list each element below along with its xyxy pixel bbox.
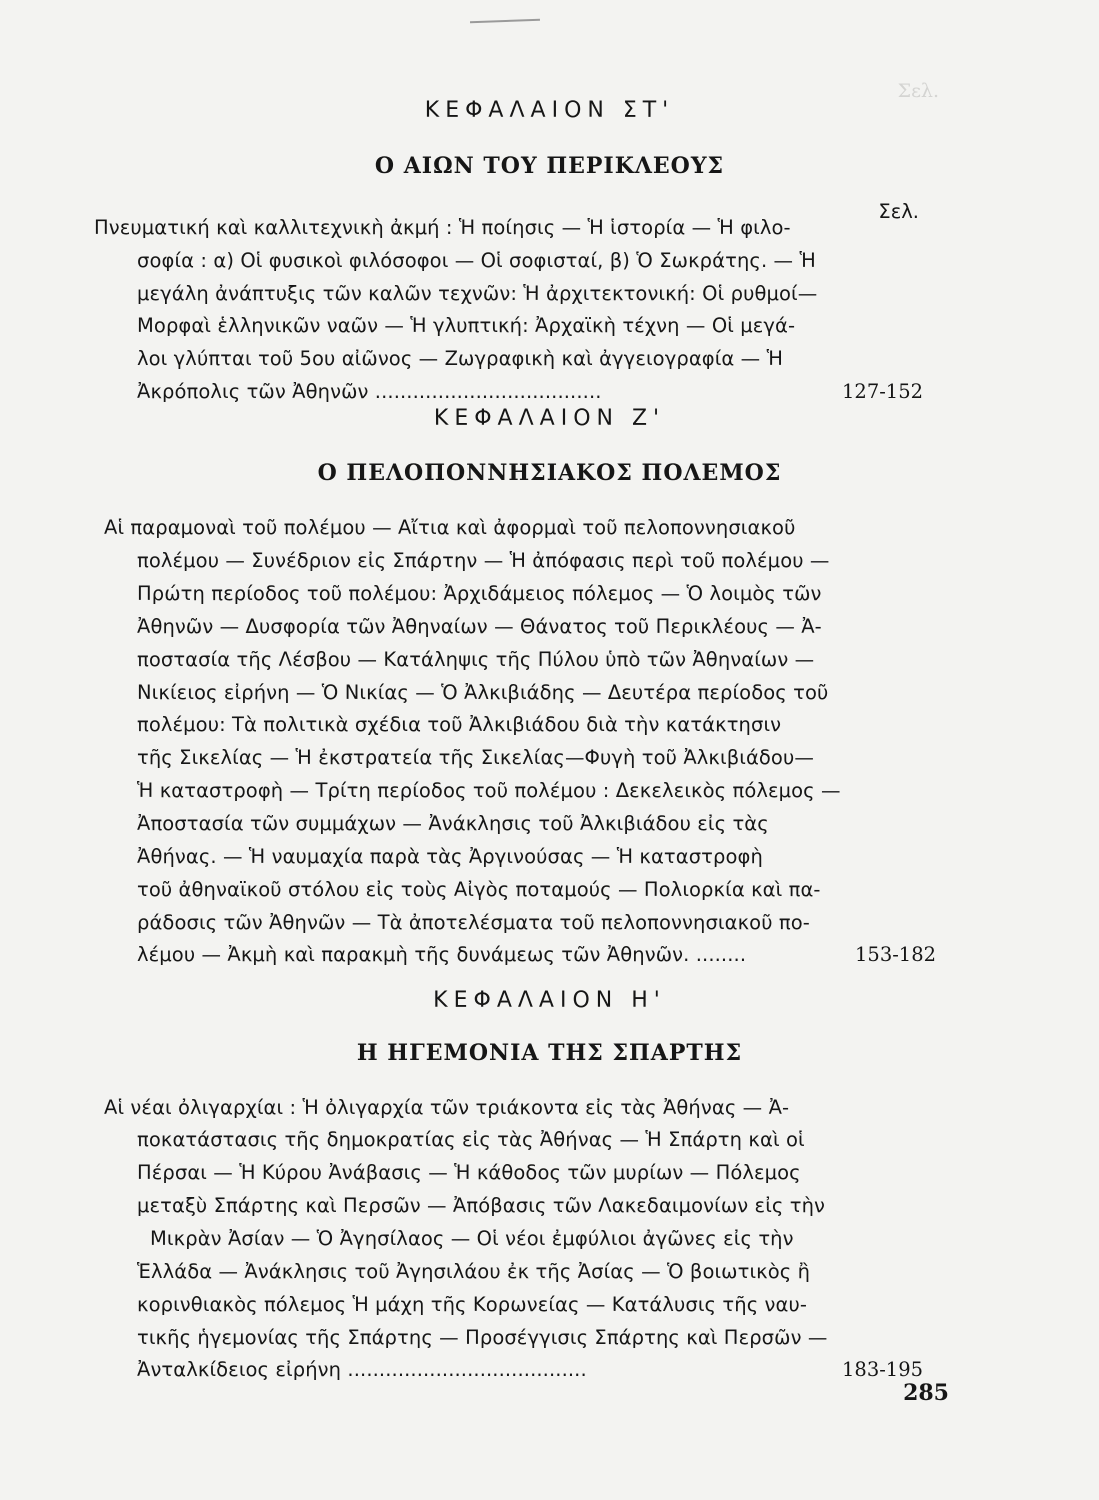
toc-line: Αἱ παραμοναὶ τοῦ πολέμου — Αἴτια καὶ ἀφορμαὶ τοῦ πελοποννησιακοῦ	[104, 516, 796, 539]
toc-line: Πνευματική καὶ καλλιτεχνικὴ ἀκμή : Ἡ ποίησις — Ἡ ἱστορία — Ἡ φιλο-	[94, 216, 791, 239]
toc-line: πολέμου — Συνέδριον εἰς Σπάρτην — Ἡ ἀπόφασις περὶ τοῦ πολέμου —	[137, 549, 830, 572]
bleed-through-text: Σελ.	[897, 80, 939, 102]
chapter-title: Η ΗΓΕΜΟΝΙΑ ΤΗΣ ΣΠΑΡΤΗΣ	[356, 1040, 743, 1066]
chapter-label: ΚΕΦΑΛΑΙΟΝ ΣΤ'	[424, 98, 675, 123]
toc-line: Μικρὰν Ἀσίαν — Ὁ Ἀγησίλαος — Οἱ νέοι ἐμφύλιοι ἀγῶνες εἰς τὴν	[150, 1227, 794, 1250]
toc-line: σοφία : α) Οἱ φυσικοὶ φιλόσοφοι — Οἱ σοφισταί, β) Ὁ Σωκράτης. — Ἡ	[137, 249, 816, 272]
chapter-title: Ο ΑΙΩΝ ΤΟΥ ΠΕΡΙΚΛΕΟΥΣ	[374, 153, 725, 179]
chapter-label: ΚΕΦΑΛΑΙΟΝ Η'	[433, 988, 666, 1013]
page-range: 127-152	[842, 380, 924, 403]
toc-line: πολέμου: Τὰ πολιτικὰ σχέδια τοῦ Ἀλκιβιάδου διὰ τὴν κατάκτησιν	[137, 713, 782, 736]
toc-line: Ἀνταλκίδειος εἰρήνη ......................................	[137, 1358, 587, 1381]
toc-line: κορινθιακὸς πόλεμος Ἡ μάχη τῆς Κορωνείας — Κατάλυσις τῆς ναυ-	[137, 1293, 808, 1316]
scan-mark	[470, 19, 540, 23]
toc-line: ράδοσις τῶν Ἀθηνῶν — Τὰ ἀποτελέσματα τοῦ πελοποννησιακοῦ πο-	[137, 911, 810, 934]
page-range: 183-195	[842, 1358, 924, 1381]
toc-line: Ἡ καταστροφὴ — Τρίτη περίοδος τοῦ πολέμου : Δεκελεικὸς πόλεμος —	[137, 779, 841, 802]
toc-line: Πρώτη περίοδος τοῦ πολέμου: Ἀρχιδάμειος πόλεμος — Ὁ λοιμὸς τῶν	[137, 582, 822, 605]
toc-line: ποκατάστασις τῆς δημοκρατίας εἰς τὰς Ἀθήνας — Ἡ Σπάρτη καὶ οἱ	[137, 1128, 805, 1151]
toc-line: ποστασία τῆς Λέσβου — Κατάληψις τῆς Πύλου ὑπὸ τῶν Ἀθηναίων —	[137, 648, 815, 671]
toc-line: Νικίειος εἰρήνη — Ὁ Νικίας — Ὁ Ἀλκιβιάδης — Δευτέρα περίοδος τοῦ	[137, 681, 829, 704]
page-range: 153-182	[855, 943, 937, 966]
toc-line: Ἀθηνῶν — Δυσφορία τῶν Ἀθηναίων — Θάνατος τοῦ Περικλέους — Ἀ-	[137, 615, 822, 638]
toc-line: λοι γλύπται τοῦ 5ου αἰῶνος — Ζωγραφικὴ καὶ ἀγγειογραφία — Ἡ	[137, 347, 783, 370]
toc-line: τικῆς ἡγεμονίας τῆς Σπάρτης — Προσέγγισις Σπάρτης καὶ Περσῶν —	[137, 1326, 828, 1349]
toc-line: μεταξὺ Σπάρτης καὶ Περσῶν — Ἀπόβασις τῶν Λακεδαιμονίων εἰς τὴν	[137, 1194, 826, 1217]
toc-line: Μορφαὶ ἑλληνικῶν ναῶν — Ἡ γλυπτική: Ἀρχαϊκὴ τέχνη — Οἱ μεγά-	[137, 314, 796, 337]
toc-line: Πέρσαι — Ἡ Κύρου Ἀνάβασις — Ἡ κάθοδος τῶν μυρίων — Πόλεμος	[137, 1161, 801, 1184]
chapter-label: ΚΕΦΑΛΑΙΟΝ Ζ'	[433, 406, 666, 431]
page-column-header: Σελ.	[878, 200, 919, 223]
toc-line: Ἑλλάδα — Ἀνάκλησις τοῦ Ἀγησιλάου ἐκ τῆς Ἀσίας — Ὁ βοιωτικὸς ἢ	[137, 1260, 811, 1283]
toc-line: Ἀποστασία τῶν συμμάχων — Ἀνάκλησις τοῦ Ἀλκιβιάδου εἰς τὰς	[137, 812, 769, 835]
toc-line: τῆς Σικελίας — Ἡ ἐκστρατεία τῆς Σικελίας—Φυγὴ τοῦ Ἀλκιβιάδου—	[137, 746, 814, 769]
chapter-title: Ο ΠΕΛΟΠΟΝΝΗΣΙΑΚΟΣ ΠΟΛΕΜΟΣ	[317, 460, 782, 486]
toc-line: τοῦ ἀθηναϊκοῦ στόλου εἰς τοὺς Αἰγὸς ποταμούς — Πολιορκία καὶ πα-	[137, 878, 821, 901]
toc-line: Ἀκρόπολις τῶν Ἀθηνῶν ....................................	[137, 380, 602, 403]
toc-line: μεγάλη ἀνάπτυξις τῶν καλῶν τεχνῶν: Ἡ ἀρχιτεκτονική: Οἱ ρυθμοί—	[137, 282, 818, 305]
toc-line: λέμου — Ἀκμὴ καὶ παρακμὴ τῆς δυνάμεως τῶν Ἀθηνῶν. ........	[137, 943, 747, 966]
toc-line: Ἀθήνας. — Ἡ ναυμαχία παρὰ τὰς Ἀργινούσας — Ἡ καταστροφὴ	[137, 845, 763, 868]
page-number: 285	[903, 1380, 949, 1406]
toc-line: Αἱ νέαι ὀλιγαρχίαι : Ἡ ὀλιγαρχία τῶν τριάκοντα εἰς τὰς Ἀθήνας — Ἀ-	[104, 1096, 790, 1119]
